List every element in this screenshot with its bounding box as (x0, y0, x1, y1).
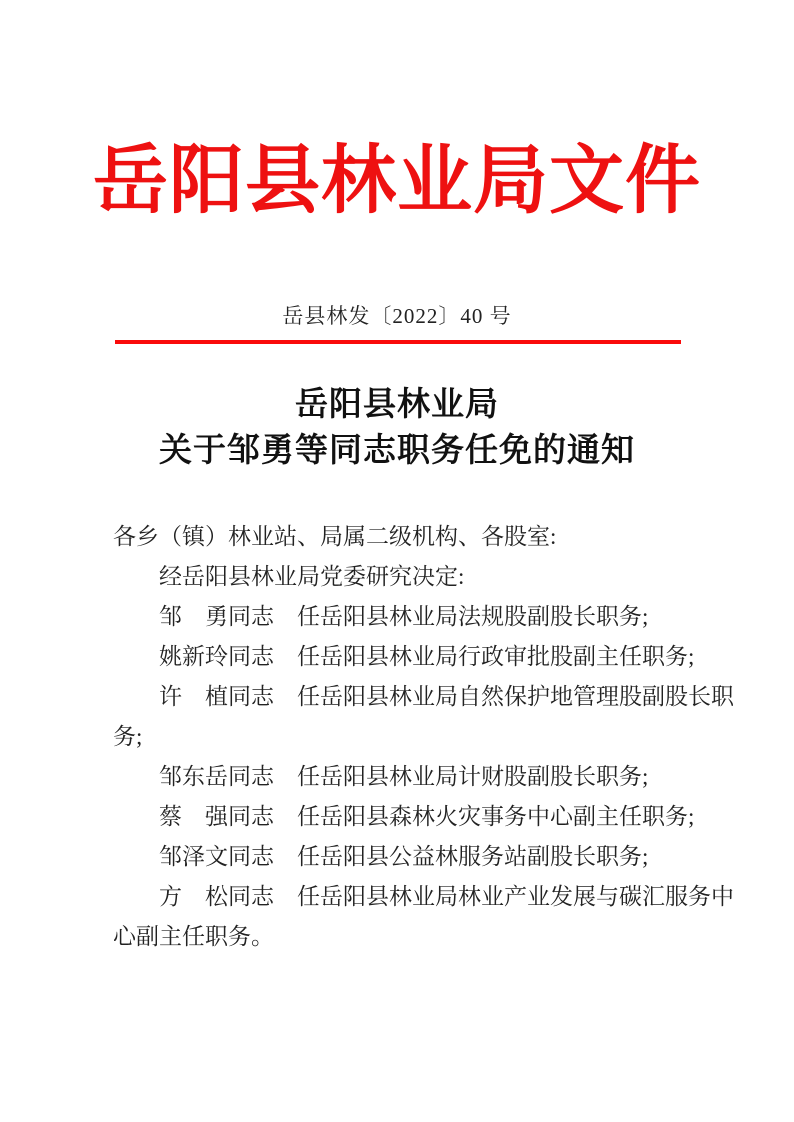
appointment-line: 许 植同志 任岳阳县林业局自然保护地管理股副股长职务; (113, 684, 734, 749)
document-body (113, 517, 745, 957)
doc-number: 岳县林发〔2022〕40 号 (282, 304, 512, 328)
notice-title-line1: 岳阳县林业局 (295, 387, 499, 423)
notice-title-line2: 关于邹勇等同志职务任免的通知 (159, 433, 635, 469)
agency-header-title: 岳阳县林业局文件 (92, 140, 701, 223)
appointment-line: 邹 勇同志 任岳阳县林业局法规股副股长职务; (159, 604, 649, 629)
red-divider-line (115, 340, 681, 344)
salutation-line: 各乡（镇）林业站、局属二级机构、各股室: (113, 524, 557, 549)
appointment-line: 邹东岳同志 任岳阳县林业局计财股副股长职务; (159, 764, 649, 789)
appointment-line: 蔡 强同志 任岳阳县森林火灾事务中心副主任职务; (159, 804, 695, 829)
appointment-line: 邹泽文同志 任岳阳县公益林服务站副股长职务; (159, 844, 649, 869)
notice-title (0, 382, 794, 474)
appointment-line: 姚新玲同志 任岳阳县林业局行政审批股副主任职务; (159, 644, 695, 669)
appointment-line: 方 松同志 任岳阳县林业局林业产业发展与碳汇服务中心副主任职务。 (113, 884, 734, 949)
intro-line: 经岳阳县林业局党委研究决定: (159, 564, 465, 589)
